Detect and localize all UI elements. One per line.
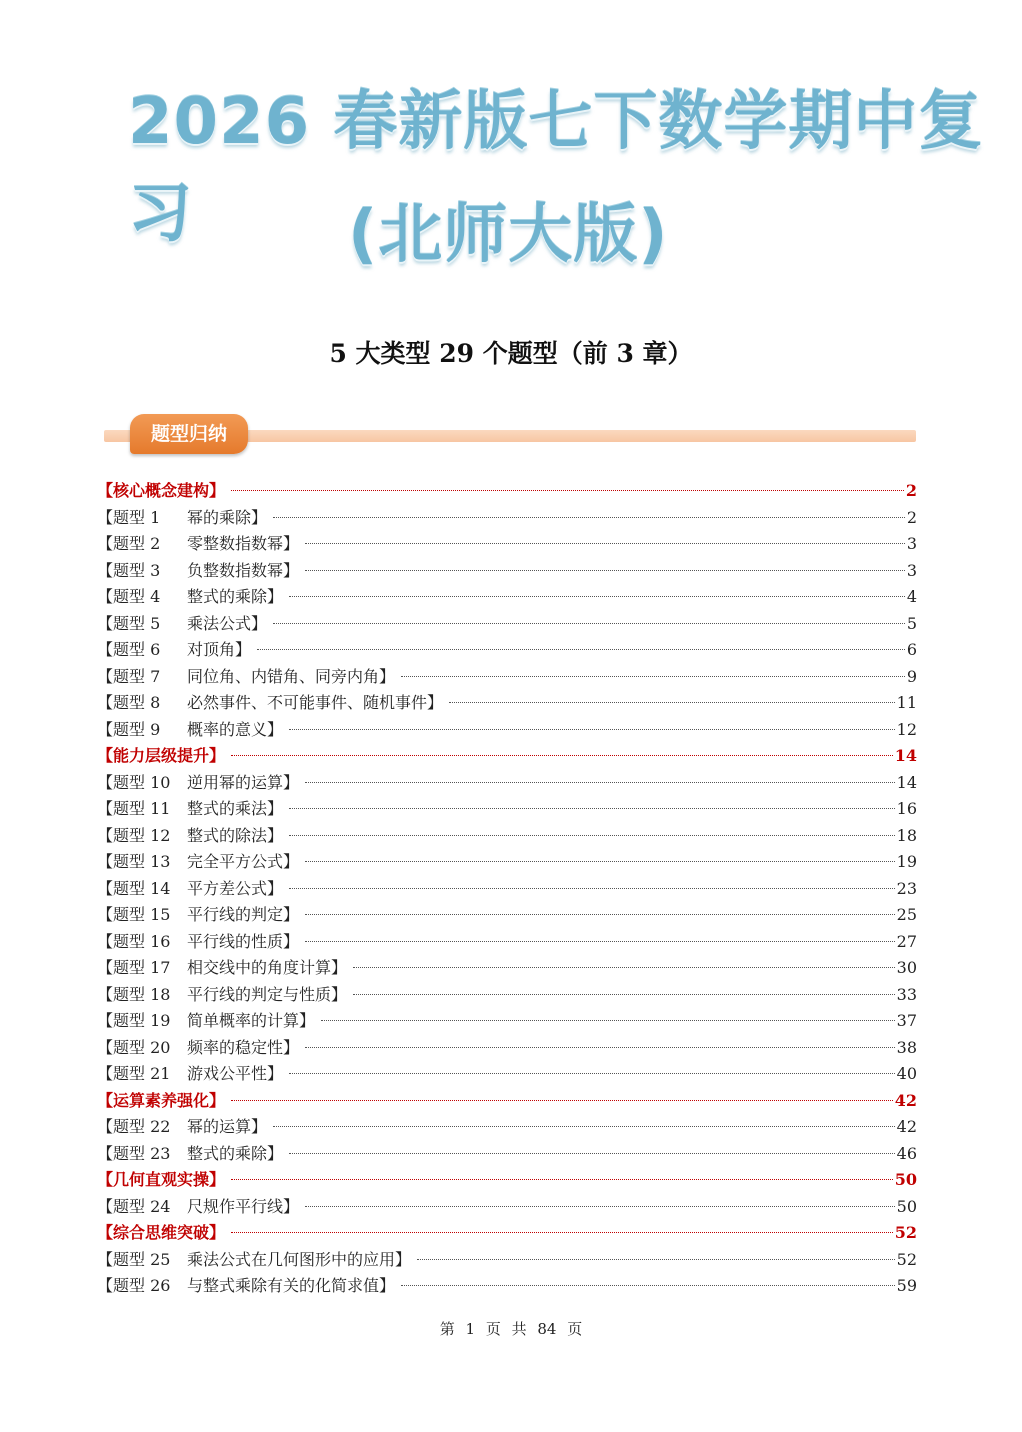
toc-item-row[interactable] [97,505,917,532]
toc-item-row[interactable] [97,1141,917,1168]
toc-page-number: 18 [896,825,917,845]
toc-item-label: 同位角、内错角、同旁内角】 [187,666,396,686]
toc-item-row[interactable] [97,637,917,664]
toc-dot-leader [289,807,895,809]
toc-item-number: 【题型 11 [97,799,171,818]
toc-dot-leader [305,542,905,544]
toc-dot-leader [449,701,895,703]
toc-dot-leader [401,675,905,677]
toc-dot-leader [273,1125,895,1127]
footer-total-pages: 84 [537,1320,557,1338]
toc-item-label: 尺规作平行线】 [187,1196,300,1216]
toc-item-number: 【题型 3 [97,560,161,580]
toc-dot-leader [353,993,895,995]
toc-item-row[interactable] [97,1035,917,1062]
toc-dot-leader [305,781,895,783]
toc-page-number: 2 [906,507,917,527]
toc-page-number: 42 [894,1090,917,1110]
toc-item-label: 平行线的性质】 [187,931,300,951]
toc-page-number: 27 [896,931,917,951]
toc-item-row[interactable] [97,982,917,1009]
toc-item-label: 整式的乘除】 [187,1143,284,1163]
toc-dot-leader [289,834,895,836]
toc-item-row[interactable] [97,1194,917,1221]
toc-item-number: 【题型 24 [97,1196,171,1216]
toc-item-number: 【题型 13 [97,852,171,871]
title-line-1: 2026 春新版七下数学期中复习 [128,85,984,251]
toc-item-label: 平方差公式】 [187,878,284,898]
toc-item-row[interactable] [97,902,917,929]
toc-dot-leader [401,1284,895,1286]
toc-category-label: 【能力层级提升】 [97,746,226,765]
toc-item-row[interactable] [97,796,917,823]
toc-item-row[interactable] [97,1247,917,1274]
toc-item-number: 【题型 22 [97,1117,171,1136]
toc-item-number: 【题型 20 [97,1037,171,1057]
toc-item-row[interactable] [97,690,917,717]
toc-item-number: 【题型 18 [97,984,171,1004]
toc-item-label: 与整式乘除有关的化简求值】 [187,1276,396,1295]
toc-item-row[interactable] [97,664,917,691]
toc-item-number: 【题型 1 [97,507,161,527]
toc-page-number: 3 [906,560,917,580]
toc-item-label: 整式的乘除】 [187,587,284,606]
toc-dot-leader [305,913,895,915]
toc-page-number: 2 [905,481,917,500]
toc-item-row[interactable] [97,955,917,982]
toc-dot-leader [289,1152,895,1154]
toc-item-row[interactable] [97,823,917,850]
toc-item-row[interactable] [97,611,917,638]
page-footer [0,1318,1022,1339]
toc-item-number: 【题型 6 [97,640,161,659]
toc-dot-leader [305,569,905,571]
toc-item-number: 【题型 25 [97,1249,171,1269]
toc-dot-leader [353,966,895,968]
toc-page-number: 37 [896,1011,917,1030]
toc-item-number: 【题型 9 [97,719,161,739]
toc-dot-leader [273,516,905,518]
toc-item-number: 【题型 17 [97,958,171,977]
toc-page-number: 30 [896,958,917,977]
toc-category-row[interactable] [97,1220,917,1247]
toc-dot-leader [273,622,905,624]
toc-dot-leader [257,648,905,650]
toc-dot-leader [305,1205,895,1207]
toc-page-number: 16 [896,799,917,818]
toc-page-number: 14 [896,772,917,792]
toc-dot-leader [231,489,904,491]
footer-prefix: 第 [439,1320,455,1338]
toc-item-number: 【题型 21 [97,1064,171,1083]
toc-page-number: 42 [896,1117,917,1136]
toc-item-row[interactable] [97,1114,917,1141]
toc-item-row[interactable] [97,1061,917,1088]
footer-suffix: 页 [567,1320,583,1338]
subtitle: 5 大类型 29 个题型（前 3 章） [329,339,693,368]
toc-item-number: 【题型 14 [97,878,171,898]
toc-page-number: 11 [896,693,917,712]
toc-item-label: 平行线的判定】 [187,905,300,924]
toc-category-row[interactable] [97,1167,917,1194]
toc-item-number: 【题型 19 [97,1011,171,1030]
toc-page-number: 50 [896,1196,917,1216]
toc-page-number: 25 [896,905,917,924]
toc-item-row[interactable] [97,531,917,558]
toc-item-label: 幂的乘除】 [187,507,268,527]
toc-item-number: 【题型 12 [97,825,171,845]
toc-dot-leader [305,860,895,862]
toc-item-number: 【题型 2 [97,534,161,553]
toc-dot-leader [289,887,895,889]
toc-page-number: 9 [906,666,917,686]
toc-item-label: 概率的意义】 [187,719,284,739]
toc-item-row[interactable] [97,558,917,585]
toc-item-label: 完全平方公式】 [187,852,300,871]
toc-item-label: 游戏公平性】 [187,1064,284,1083]
toc-page-number: 6 [906,640,917,659]
toc-item-label: 幂的运算】 [187,1117,268,1136]
toc-item-label: 整式的除法】 [187,825,284,845]
toc-item-row[interactable] [97,584,917,611]
section-banner [104,414,916,456]
toc-item-row[interactable] [97,876,917,903]
toc-page-number: 52 [894,1223,917,1242]
toc-page-number: 52 [896,1249,917,1269]
toc-dot-leader [417,1258,895,1260]
toc-dot-leader [305,940,895,942]
toc-item-label: 乘法公式】 [187,613,268,633]
toc-item-number: 【题型 4 [97,587,161,606]
toc-category-label: 【运算素养强化】 [97,1090,226,1110]
toc-item-number: 【题型 26 [97,1276,171,1295]
toc-item-row[interactable] [97,929,917,956]
toc-page-number: 3 [906,534,917,553]
toc-page-number: 14 [894,746,917,765]
toc-item-number: 【题型 5 [97,613,161,633]
toc-item-label: 必然事件、不可能事件、随机事件】 [187,693,444,712]
toc-dot-leader [305,1046,895,1048]
toc-page-number: 23 [896,878,917,898]
toc-item-number: 【题型 8 [97,693,161,712]
toc-item-row[interactable] [97,849,917,876]
footer-middle: 页 共 [485,1320,527,1338]
toc-item-label: 简单概率的计算】 [187,1011,316,1030]
toc-item-label: 零整数指数幂】 [187,534,300,553]
toc-item-label: 整式的乘法】 [187,799,284,818]
toc-page-number: 50 [894,1170,917,1189]
toc-category-label: 【核心概念建构】 [97,481,226,500]
table-of-contents [97,478,917,1300]
toc-dot-leader [289,1072,895,1074]
toc-item-label: 频率的稳定性】 [187,1037,300,1057]
toc-item-label: 负整数指数幂】 [187,560,300,580]
title-line-2: (北师大版) [348,198,669,272]
toc-category-row[interactable] [97,743,917,770]
toc-dot-leader [231,754,893,756]
toc-item-label: 对顶角】 [187,640,252,659]
toc-dot-leader [231,1099,893,1101]
toc-item-label: 平行线的判定与性质】 [187,984,348,1004]
toc-category-label: 【几何直观实操】 [97,1170,226,1189]
toc-page-number: 4 [906,587,917,606]
toc-item-row[interactable] [97,717,917,744]
toc-category-label: 【综合思维突破】 [97,1223,226,1242]
toc-item-number: 【题型 7 [97,666,161,686]
toc-item-label: 相交线中的角度计算】 [187,958,348,977]
toc-page-number: 19 [896,852,917,871]
toc-category-row[interactable] [97,478,917,505]
toc-dot-leader [289,595,905,597]
toc-item-number: 【题型 15 [97,905,171,924]
toc-dot-leader [231,1231,893,1233]
toc-dot-leader [321,1019,895,1021]
toc-item-number: 【题型 23 [97,1143,171,1163]
toc-page-number: 40 [896,1064,917,1083]
toc-page-number: 59 [896,1276,917,1295]
toc-item-label: 乘法公式在几何图形中的应用】 [187,1249,412,1269]
section-tab: 题型归纳 [130,414,248,454]
footer-current-page: 1 [465,1320,476,1338]
toc-page-number: 12 [896,719,917,739]
toc-page-number: 46 [896,1143,917,1163]
toc-item-label: 逆用幂的运算】 [187,772,300,792]
toc-category-row[interactable] [97,1088,917,1115]
toc-dot-leader [289,728,895,730]
toc-item-row[interactable] [97,1273,917,1300]
toc-item-number: 【题型 16 [97,931,171,951]
toc-dot-leader [231,1178,893,1180]
toc-page-number: 5 [906,613,917,633]
toc-page-number: 33 [896,984,917,1004]
toc-item-row[interactable] [97,1008,917,1035]
toc-item-row[interactable] [97,770,917,797]
toc-item-number: 【题型 10 [97,772,171,792]
toc-page-number: 38 [896,1037,917,1057]
